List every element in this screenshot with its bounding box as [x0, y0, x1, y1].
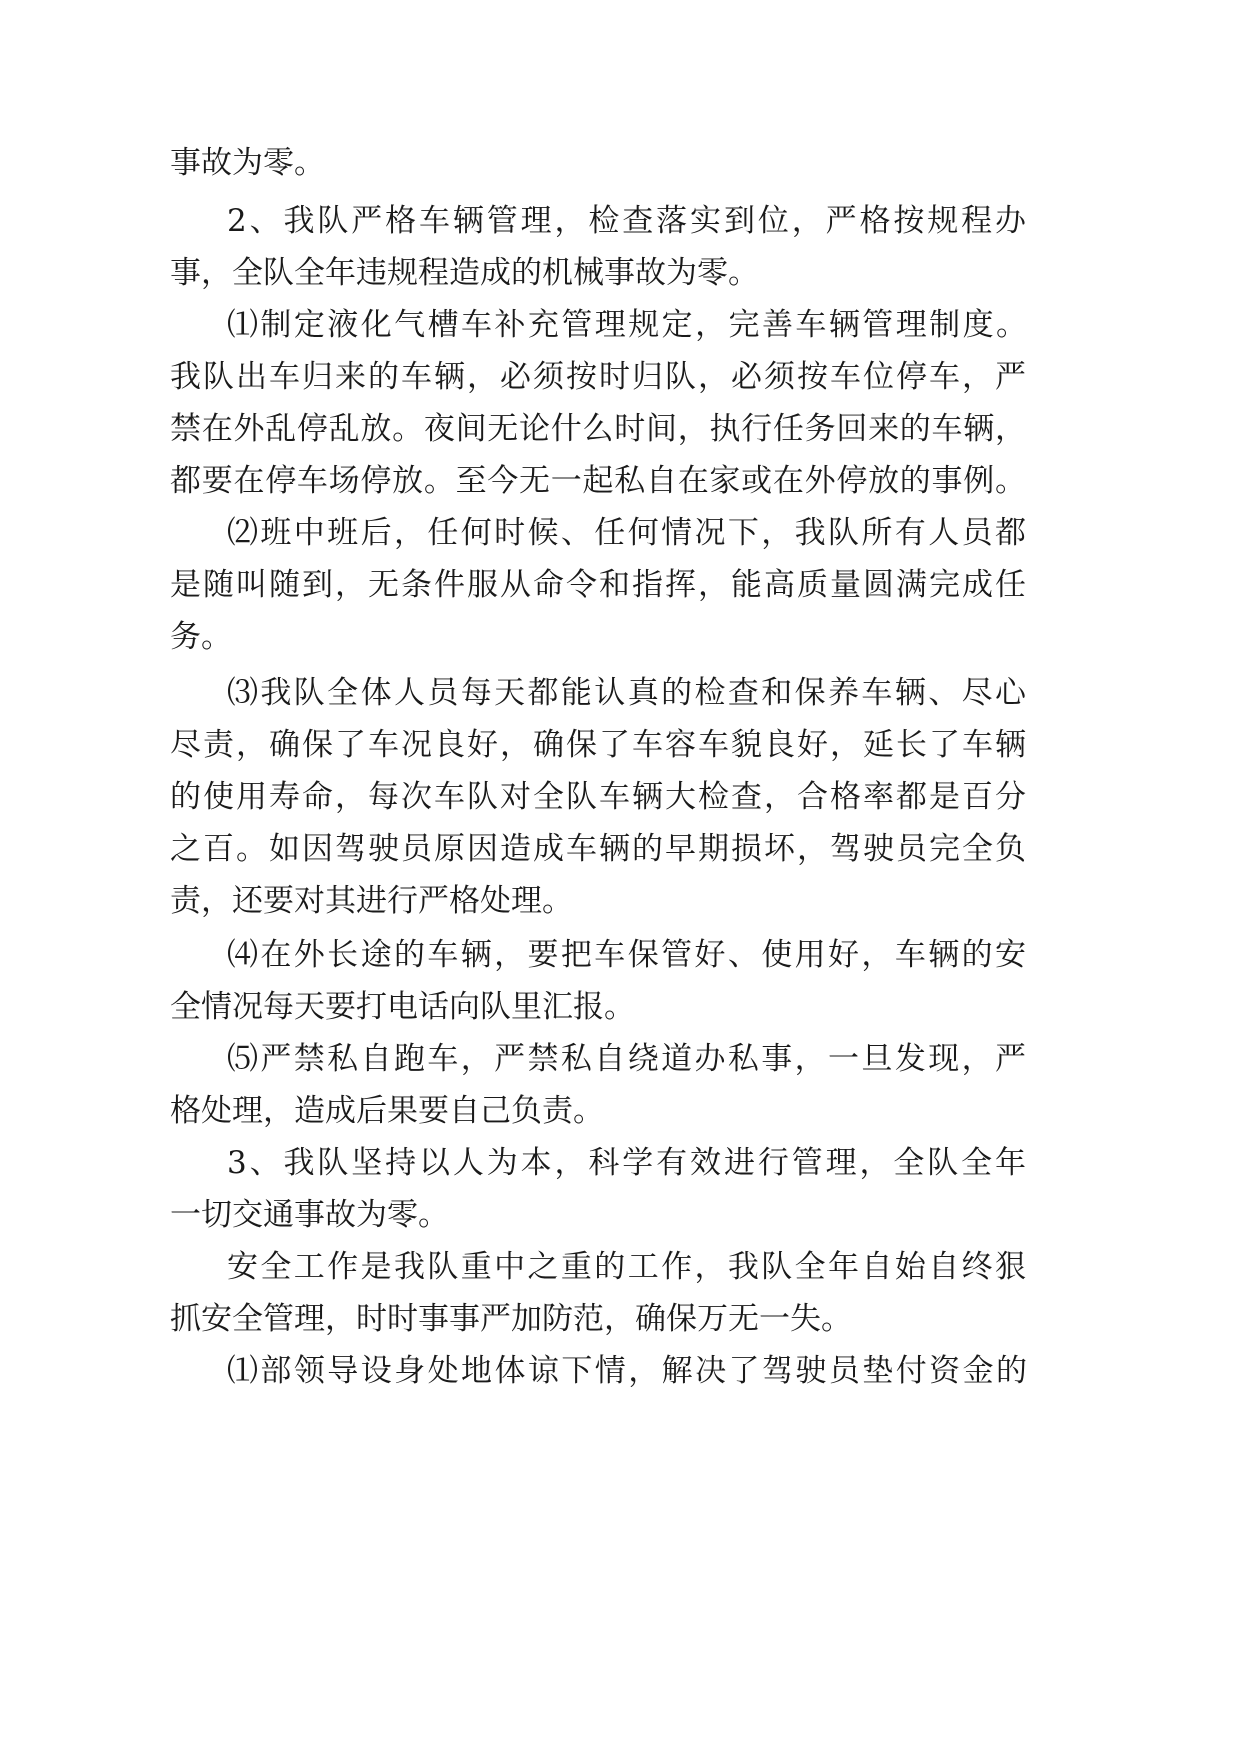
text-line: 都要在停车场停放。至今无一起私自在家或在外停放的事例。	[170, 463, 1026, 499]
text-line: 的使用寿命，每次车队对全队车辆大检查，合格率都是百分	[170, 779, 1026, 815]
text-line: 责，还要对其进行严格处理。	[170, 883, 573, 919]
text-line: 格处理，造成后果要自己负责。	[170, 1093, 604, 1129]
text-line: 尽责，确保了车况良好，确保了车容车貌良好，延长了车辆	[170, 727, 1026, 763]
text-line: ⑸严禁私自跑车，严禁私自绕道办私事，一旦发现，严	[227, 1041, 1026, 1077]
text-line: 禁在外乱停乱放。夜间无论什么时间，执行任务回来的车辆，	[170, 411, 1026, 447]
text-line: ⑴制定液化气槽车补充管理规定，完善车辆管理制度。	[227, 307, 1027, 343]
text-line: 我队出车归来的车辆，必须按时归队，必须按车位停车，严	[170, 359, 1026, 395]
text-line: 抓安全管理，时时事事严加防范，确保万无一失。	[170, 1301, 852, 1337]
text-line: 务。	[170, 619, 232, 655]
text-line: ⑵班中班后，任何时候、任何情况下，我队所有人员都	[227, 515, 1026, 551]
text-line: ⑷在外长途的车辆，要把车保管好、使用好，车辆的安	[227, 937, 1026, 973]
text-line: 3、我队坚持以人为本，科学有效进行管理，全队全年	[227, 1145, 1026, 1181]
text-line: 2、我队严格车辆管理，检查落实到位，严格按规程办	[227, 203, 1026, 239]
text-line: 之百。如因驾驶员原因造成车辆的早期损坏，驾驶员完全负	[170, 831, 1026, 867]
text-line: 一切交通事故为零。	[170, 1197, 449, 1233]
text-line: 安全工作是我队重中之重的工作，我队全年自始自终狠	[227, 1249, 1026, 1285]
text-line: 全情况每天要打电话向队里汇报。	[170, 989, 635, 1025]
text-line: 是随叫随到，无条件服从命令和指挥，能高质量圆满完成任	[170, 567, 1026, 603]
text-line: ⑶我队全体人员每天都能认真的检查和保养车辆、尽心	[227, 675, 1026, 711]
text-line: 事故为零。	[170, 145, 325, 181]
text-line: 事，全队全年违规程造成的机械事故为零。	[170, 255, 759, 291]
text-line: ⑴部领导设身处地体谅下情，解决了驾驶员垫付资金的	[227, 1353, 1027, 1389]
